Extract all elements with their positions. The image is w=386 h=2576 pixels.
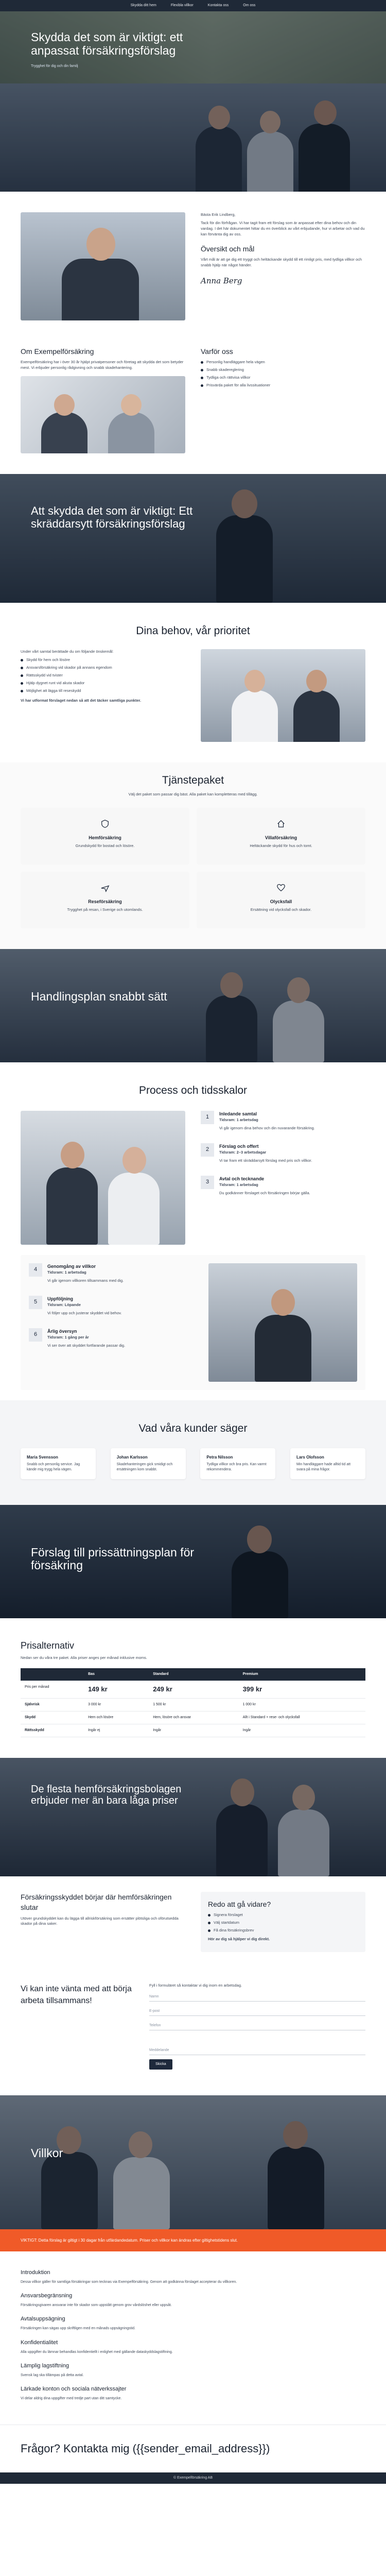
process-step: 1 Inledande samtal Tidsram: 1 arbetsdag Vi går igenom dina behov och din nuvarande försäkring.: [201, 1111, 365, 1134]
legal-title: Lärkade konton och sociala nätverkssajter: [21, 2385, 127, 2392]
contact-title: Vi kan inte vänta med att börja arbeta tillsammans!: [21, 1984, 132, 2005]
pricing-lead: Nedan ser du våra tre paket. Alla priser anges per månad inklusive moms.: [21, 1655, 147, 1660]
why-item: Personlig handläggare hela vägen: [201, 360, 365, 365]
contact-body: Fyll i formuläret så kontaktar vi dig inom en arbetsdag.: [149, 1982, 242, 1988]
banner-1-title: Att skydda det som är viktigt: Ett skräddarsytt försäkringsförslag: [31, 504, 193, 530]
needs-closing: Vi har utformat förslaget nedan så att det täcker samtliga punkter.: [21, 698, 142, 703]
next-step: Få dina försäkringsbrev: [208, 1928, 358, 1934]
footer-bar: [0, 2472, 386, 2484]
testimonial-card: Petra Nilsson Tydliga villkor och bra pris. Kan varmt rekommendera.: [200, 1448, 275, 1479]
needs-image: [201, 649, 365, 742]
pricing-title: Prisalternativ: [21, 1640, 75, 1651]
why-title: Varför oss: [201, 347, 233, 355]
service-card[interactable]: [21, 808, 189, 865]
overview-body: Vårt mål är att ge dig ett tryggt och heltäckande skydd till ett rimligt pris, med tydliga villkor och snabb hjälp när något händer.: [201, 257, 362, 267]
service-name: Villaförsäkring: [265, 835, 297, 840]
submit-button[interactable]: Skicka: [149, 2059, 172, 2070]
legal-text: Vi delar aldrig dina uppgifter med tredje part utan ditt samtycke.: [21, 2396, 122, 2400]
service-name: Olycksfall: [270, 899, 292, 904]
testimonials-title: Vad våra kunder säger: [138, 1422, 248, 1435]
process-step: 5 Uppföljning Tidsram: Löpande Vi följer upp och justerar skyddet vid behov.: [29, 1296, 193, 1319]
intro-section: [0, 192, 386, 336]
about-section: [0, 336, 386, 474]
banner-5-title: Villkor: [31, 2146, 63, 2160]
nav-link[interactable]: Kontakta oss: [207, 3, 229, 7]
process-image-2: [208, 1263, 357, 1382]
signature: Anna Berg: [201, 276, 242, 285]
banner-3-title: Förslag till prissättningsplan för försäkring: [31, 1545, 195, 1572]
legal-text: Försäkringen kan sägas upp skriftligen med en månads uppsägningstid.: [21, 2327, 135, 2331]
banner-1: [0, 474, 386, 603]
pricing-table: Bas Standard Premium Pris per månad 149 kr 249 kr 399 kr Självrisk 3 000 kr 1 500 kr 1 000 kr Skydd Hem och lösöre Hem, lösöre och ansvar Allt i Standard + rese- och olycksfall Rättsskydd Ingår ej Ingår Ingår: [21, 1668, 365, 1737]
needs-item: Hjälp dygnet runt vid akuta skador: [21, 681, 185, 686]
hero: [0, 11, 386, 192]
process-section: [0, 1062, 386, 1400]
service-desc: Ersättning vid olycksfall och skador.: [250, 907, 312, 912]
name-field[interactable]: Namn: [149, 1991, 365, 2002]
benefits-section: [0, 1876, 386, 1968]
services-section: [0, 762, 386, 948]
home-icon: [276, 819, 286, 828]
notice-banner: [0, 2229, 386, 2252]
needs-item: Ansvarsförsäkring vid skador på annans egendom: [21, 665, 185, 671]
heart-icon: [276, 883, 286, 892]
nav-link[interactable]: Flexibla villkor: [170, 3, 194, 7]
banner-4: [0, 1758, 386, 1876]
contact-section: [0, 1968, 386, 2095]
testimonial-card: Johan Karlsson Skadehanteringen gick smidigt och ersättningen kom snabbt.: [111, 1448, 186, 1479]
legal-title: Avtalsuppsägning: [21, 2316, 65, 2323]
banner-5: [0, 2095, 386, 2229]
next-title: Redo att gå vidare?: [208, 1900, 271, 1908]
banner-4-title: De flesta hemförsäkringsbolagen erbjuder mer än bara låga priser: [31, 1783, 182, 1807]
nav-link[interactable]: Skydda ditt hem: [130, 3, 156, 7]
service-name: Hemförsäkring: [89, 835, 121, 840]
shield-icon: [100, 819, 110, 828]
banner-3: [0, 1505, 386, 1618]
legal-text: Svensk lag ska tillämpas på detta avtal.: [21, 2373, 84, 2377]
needs-item: Möjlighet att lägga till reseskydd: [21, 688, 185, 694]
message-field[interactable]: Meddelande: [149, 2035, 365, 2055]
top-nav: [0, 0, 386, 11]
legal-text: Försäkringsgivaren ansvarar inte för skador som uppstått genom grov vårdslöshet eller uppsåt.: [21, 2303, 172, 2308]
email-field[interactable]: E-post: [149, 2006, 365, 2016]
needs-lead: Under vårt samtal berättade du om följande önskemål:: [21, 649, 114, 654]
legal-title: Introduktion: [21, 2269, 50, 2276]
banner-2: [0, 949, 386, 1062]
about-body: Exempelförsäkring har i över 30 år hjälpt privatpersoner och företag att skydda det som betyder mest. Vi erbjuder personlig rådgivning och snabb skadehantering.: [21, 360, 184, 370]
about-image: [21, 376, 185, 453]
service-desc: Grundskydd för bostad och lösöre.: [75, 843, 135, 848]
testimonial-card: Maria Svensson Snabb och personlig service. Jag kände mig trygg hela vägen.: [21, 1448, 96, 1479]
process-image-1: [21, 1111, 185, 1245]
plane-icon: [100, 883, 110, 892]
service-card[interactable]: [197, 872, 365, 928]
testimonials-section: [0, 1400, 386, 1504]
legal-text: Alla uppgifter du lämnar behandlas konfidentiellt i enlighet med gällande dataskyddslagstiftning.: [21, 2350, 173, 2354]
process-step: 2 Förslag och offert Tidsram: 2–3 arbetsdagar Vi tar fram ett skräddarsytt förslag med pris och villkor.: [201, 1143, 365, 1166]
footer-cta[interactable]: Frågor? Kontakta mig ({{sender_email_address}}): [21, 2442, 270, 2455]
services-lead: Välj det paket som passar dig bäst. Alla paket kan kompletteras med tillägg.: [128, 791, 258, 796]
banner-2-title: Handlingsplan snabbt sätt: [31, 989, 167, 1003]
why-item: Snabb skadereglering: [201, 367, 365, 373]
legal-title: Lämplig lagstiftning: [21, 2362, 69, 2369]
testimonial-card: Lars Olofsson Min handläggare hade alltid tid att svara på mina frågor.: [290, 1448, 365, 1479]
intro-lead: Bästa Erik Lindberg,: [201, 212, 236, 217]
legal-title: Ansvarsbegränsning: [21, 2293, 73, 2299]
nav-link[interactable]: Om oss: [243, 3, 256, 7]
hero-title: Skydda det som är viktigt: ett anpassat försäkringsförslag: [31, 30, 183, 57]
process-step: 4 Genomgång av villkor Tidsram: 1 arbetsdag Vi går igenom villkoren tillsammans med dig.: [29, 1263, 193, 1286]
legal-text: Dessa villkor gäller för samtliga försäkringar som tecknas via Exempelförsäkring. Genom att godkänna förslaget accepterar du villkoren.: [21, 2280, 237, 2284]
hero-subtitle: Trygghet för dig och din familj: [31, 64, 78, 68]
needs-section: [0, 603, 386, 762]
why-item: Tydliga och rättvisa villkor: [201, 375, 365, 381]
notice-text: VIKTIGT: Detta förslag är giltigt i 30 dagar från utfärdandedatum. Priser och villkor kan ändras efter giltighetstidens slut.: [21, 2238, 238, 2243]
phone-field[interactable]: Telefon: [149, 2020, 365, 2030]
why-item: Prisvärda paket för alla livssituationer: [201, 383, 365, 388]
intro-image: [21, 212, 185, 320]
service-card[interactable]: [21, 872, 189, 928]
process-step: 3 Avtal och tecknande Tidsram: 1 arbetsdag Du godkänner förslaget och försäkringen börjar gälla.: [201, 1176, 365, 1199]
services-title: Tjänstepaket: [162, 774, 224, 787]
pricing-section: [0, 1618, 386, 1758]
legal-title: Konfidentialitet: [21, 2339, 58, 2346]
footer: [0, 2425, 386, 2472]
process-step: 6 Årlig översyn Tidsram: 1 gång per år Vi ser över att skyddet fortfarande passar dig.: [29, 1328, 193, 1351]
legal-section: [0, 2251, 386, 2424]
next-note: Hör av dig så hjälper vi dig direkt.: [208, 1936, 270, 1941]
benefits-title: Försäkringsskyddet börjar där hemförsäkringen slutar: [21, 1892, 172, 1912]
service-card[interactable]: [197, 808, 365, 865]
needs-title: Dina behov, vår prioritet: [136, 625, 250, 637]
needs-item: Skydd för hem och lösöre: [21, 657, 185, 663]
intro-body: Tack för din förfrågan. Vi har tagit fram ett förslag som är anpassat efter dina behov och din vardag. I det här dokumentet hittar du en överblick av vårt erbjudande, hur vi arbetar och vad du kan förvänta dig av oss.: [201, 220, 365, 236]
needs-item: Rättsskydd vid tvister: [21, 673, 185, 679]
overview-title: Översikt och mål: [201, 244, 255, 253]
process-title: Process och tidsskalor: [138, 1084, 248, 1096]
service-name: Reseförsäkring: [88, 899, 122, 904]
next-step: Välj startdatum: [208, 1920, 358, 1926]
next-step: Signera förslaget: [208, 1912, 358, 1918]
service-desc: Heltäckande skydd för hus och tomt.: [250, 843, 312, 848]
service-desc: Trygghet på resan, i Sverige och utomlands.: [67, 907, 143, 912]
copyright: © Exempelförsäkring AB: [173, 2476, 213, 2480]
about-title: Om Exempelförsäkring: [21, 347, 94, 355]
benefits-body: Utöver grundskyddet kan du lägga till allriskförsäkring som ersätter plötsliga och oförutsedda skador på dina saker.: [21, 1916, 179, 1926]
